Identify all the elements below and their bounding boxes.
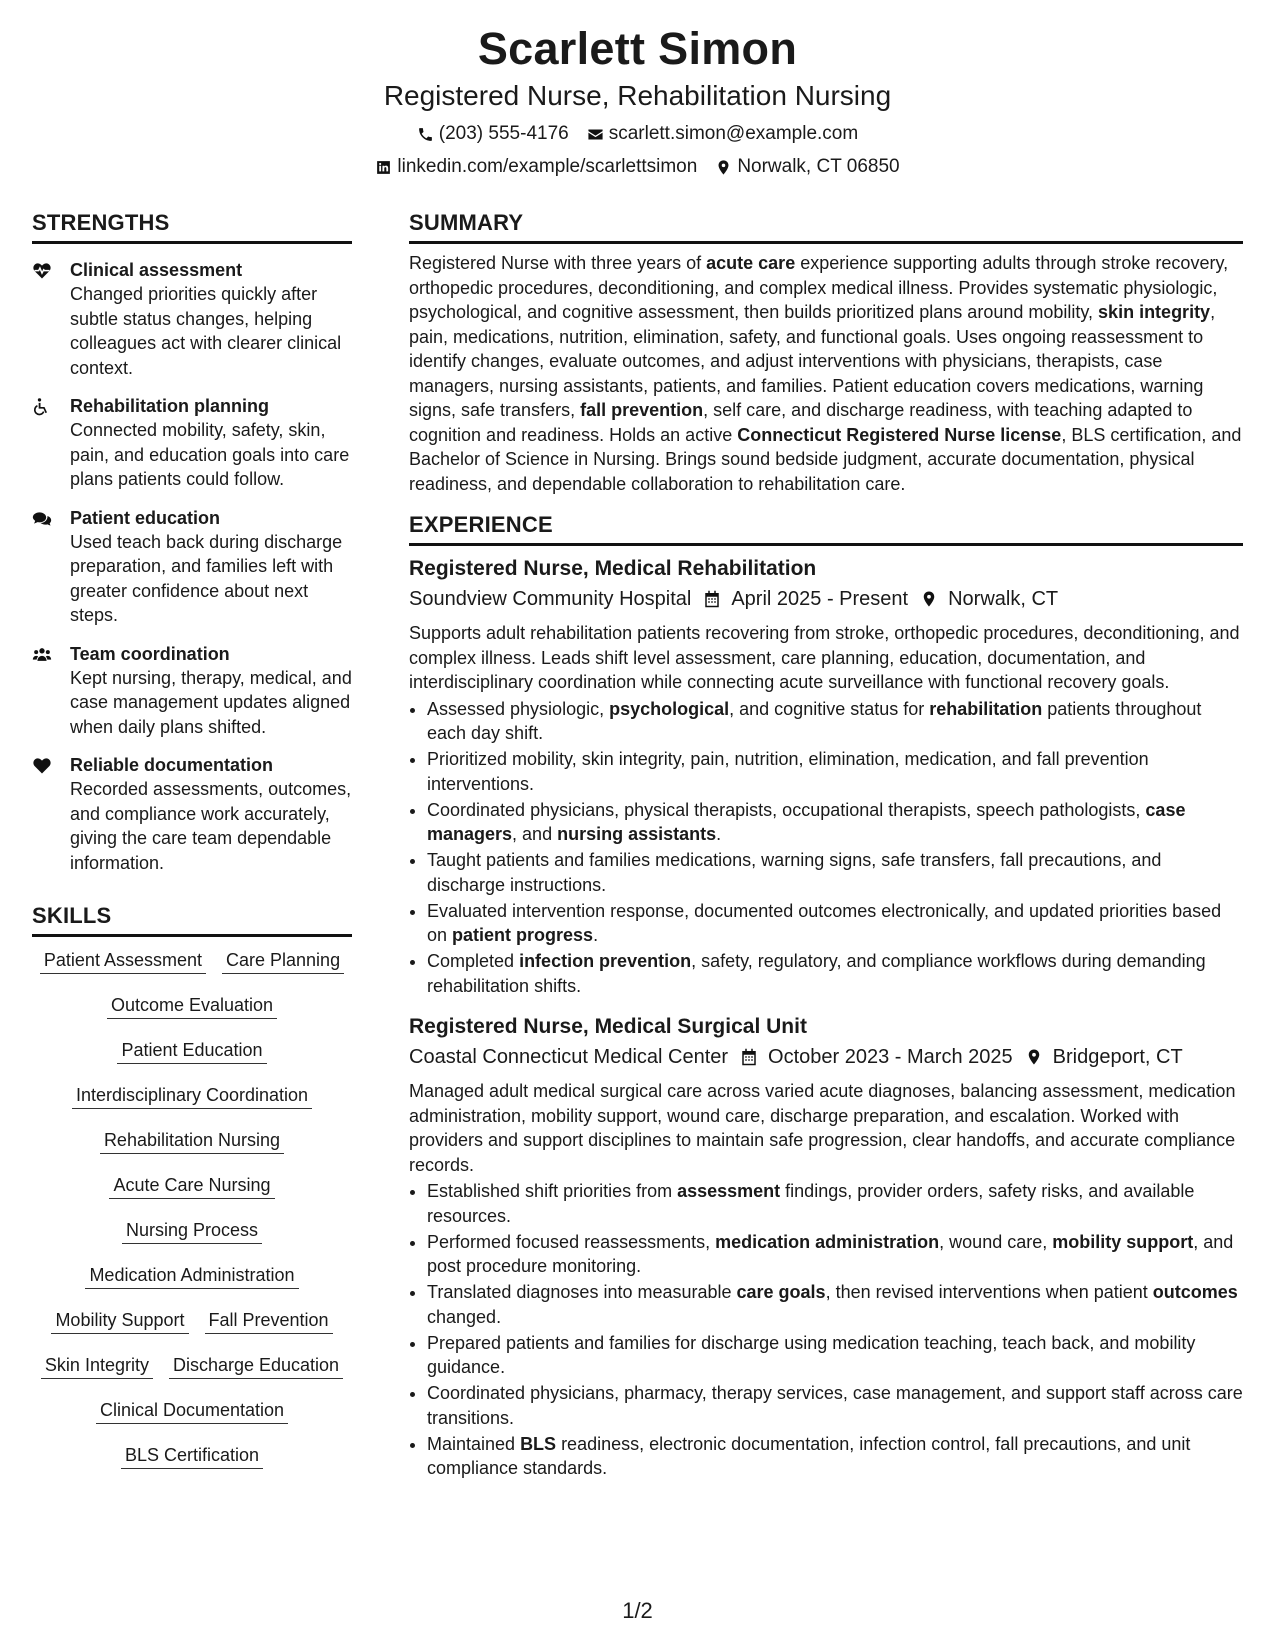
text-segment: , wound care, [939, 1231, 1053, 1252]
bold-text: care goals [736, 1282, 826, 1302]
text-segment: , safety, regulatory, and compliance workflows during demanding rehabilitation shifts. [427, 951, 1206, 996]
skill-row [32, 1219, 352, 1244]
skill-row [32, 1039, 352, 1064]
bold-text: case managers [427, 799, 1186, 844]
text-segment: , BLS certification, and Bachelor of Science in Nursing. Brings sound bedside judgment, accurate documentation, physical readiness, and dependable collaboration to rehabilitation care. [409, 424, 1242, 494]
linkedin-icon [375, 159, 392, 176]
skill-row [32, 949, 352, 974]
text-segment: Coordinated physicians, pharmacy, therapy services, case management, and support staff across care transitions. [427, 1383, 1243, 1428]
strength-desc: Recorded assessments, outcomes, and compliance work accurately, giving the care team dependable information. [70, 779, 352, 873]
job-employer: Soundview Community Hospital [409, 588, 692, 610]
strength-title: Reliable documentation [70, 755, 274, 775]
text-segment: findings, provider orders, safety risks, and available resources. [427, 1181, 1195, 1226]
skill-tag: Nursing Process [122, 1219, 262, 1244]
summary-heading: SUMMARY [409, 208, 1243, 244]
job-bullet [427, 949, 1243, 998]
email-item[interactable] [587, 122, 858, 146]
text-segment: Registered Nurse with three years of [409, 253, 707, 273]
skill-tag: Mobility Support [51, 1309, 188, 1334]
skill-row [32, 994, 352, 1019]
strength-desc: Connected mobility, safety, skin, pain, and education goals into care plans patients could follow. [70, 420, 350, 489]
strength-desc: Kept nursing, therapy, medical, and case management updates aligned when daily plans shifted. [70, 667, 352, 737]
job-title: Registered Nurse, Medical Surgical Unit [409, 1015, 807, 1038]
text-segment: Performed focused reassessments, [427, 1231, 716, 1252]
job-entry [409, 554, 1243, 998]
job-bullet [427, 1230, 1243, 1279]
job-bullet [427, 798, 1243, 847]
skill-row [32, 1129, 352, 1154]
skill-tag: Care Planning [222, 949, 344, 974]
bold-text: patient progress [452, 925, 594, 945]
bold-text: outcomes [1152, 1282, 1238, 1302]
candidate-title: Registered Nurse, Rehabilitation Nursing [383, 80, 892, 111]
strength-item [32, 394, 352, 492]
comments-icon [32, 509, 52, 529]
wheelchair-icon [32, 397, 52, 417]
skill-tag: Interdisciplinary Coordination [72, 1084, 312, 1109]
skill-row [32, 1174, 352, 1199]
text-segment: , and post procedure monitoring. [427, 1231, 1234, 1276]
job-dates: October 2023 - March 2025 [768, 1046, 1013, 1068]
experience-heading: EXPERIENCE [409, 510, 1243, 546]
text-segment: readiness, electronic documentation, infection control, fall precautions, and unit compliance standards. [427, 1433, 1191, 1478]
map-marker-icon [1025, 1048, 1043, 1066]
heart-pulse-icon [32, 261, 52, 281]
job-description: Supports adult rehabilitation patients recovering from stroke, orthopedic procedures, deconditioning, and complex illness. Leads shift level assessment, care planning, education, documentation, and interdisciplinary coordination while connecting acute surveillance with functional recovery goals. [409, 623, 1240, 692]
strength-title: Rehabilitation planning [70, 396, 269, 416]
skill-tag: BLS Certification [121, 1444, 263, 1469]
text-segment: , self care, and discharge readiness, with teaching adapted to cognition and readiness. Holds an active [409, 400, 1193, 445]
linkedin-item[interactable] [375, 155, 697, 179]
skill-tag: Acute Care Nursing [109, 1174, 274, 1199]
bold-text: fall prevention [580, 400, 704, 420]
job-meta [409, 585, 1243, 613]
text-segment: , and cognitive status for [729, 698, 930, 719]
job-bullet [427, 1381, 1243, 1430]
text-segment: Coordinated physicians, physical therapists, occupational therapists, speech pathologists, [427, 799, 1146, 820]
strength-title: Clinical assessment [70, 260, 243, 280]
text-segment: Established shift priorities from [427, 1181, 678, 1201]
candidate-name: Scarlett Simon [477, 23, 798, 74]
text-segment: Maintained [427, 1433, 521, 1454]
skill-row [32, 1084, 352, 1109]
skill-tag: Fall Prevention [205, 1309, 333, 1334]
text-segment: Evaluated intervention response, documented outcomes electronically, and updated priorities based on [427, 900, 1222, 945]
page-number: 1/2 [622, 1598, 653, 1623]
skill-row [32, 1354, 352, 1379]
text-segment: Taught patients and families medications, warning signs, safe transfers, fall precautions, and discharge instructions. [427, 850, 1162, 895]
bold-text: rehabilitation [929, 698, 1043, 719]
text-segment: experience supporting adults through stroke recovery, orthopedic procedures, deconditioning, and complex medical illness. Provides systematic physiologic, psychological, and cognitive assessment, then builds prioritized plans around mobility, [409, 253, 1229, 322]
text-segment: . [593, 925, 599, 945]
contact-row-2 [0, 155, 1275, 179]
strength-desc: Used teach back during discharge preparation, and families left with greater confidence about next steps. [70, 531, 343, 625]
phone-text: (203) 555-4176 [438, 123, 569, 144]
skill-tag: Patient Education [117, 1039, 266, 1064]
skills-heading: SKILLS [32, 901, 352, 937]
linkedin-link[interactable]: linkedin.com/example/scarlettsimon [397, 156, 698, 177]
bold-text: medication administration [715, 1231, 940, 1252]
strength-title: Patient education [70, 507, 221, 528]
right-column [409, 208, 1243, 1482]
skill-row [32, 1264, 352, 1289]
summary-text [409, 251, 1243, 496]
strength-desc: Changed priorities quickly after subtle status changes, helping colleagues act with clearer clinical context. [70, 284, 342, 378]
map-marker-icon [920, 590, 938, 608]
strength-item [32, 642, 352, 740]
bold-text: nursing assistants [557, 824, 717, 844]
text-segment: Prioritized mobility, skin integrity, pain, nutrition, elimination, medication, and fall prevention interventions. [427, 749, 1149, 794]
job-title: Registered Nurse, Medical Rehabilitation [409, 557, 817, 580]
job-dates: April 2025 - Present [731, 588, 909, 610]
text-segment: patients throughout each day shift. [427, 698, 1202, 743]
bold-text: BLS [520, 1433, 557, 1454]
job-location: Norwalk, CT [948, 588, 1059, 610]
skill-tag: Discharge Education [169, 1354, 343, 1379]
skill-row [32, 1309, 352, 1334]
phone-item [417, 122, 569, 146]
job-bullet [427, 1432, 1243, 1481]
skill-tag: Outcome Evaluation [107, 994, 277, 1019]
bold-text: acute care [706, 253, 796, 273]
text-segment: , and [512, 824, 558, 844]
location-item [715, 155, 899, 179]
heart-icon [32, 756, 52, 776]
skill-tag: Medication Administration [85, 1264, 298, 1289]
job-bullet [427, 1331, 1243, 1380]
text-segment: , then revised interventions when patient [825, 1282, 1153, 1302]
job-bullet [427, 1280, 1243, 1329]
bold-text: infection prevention [519, 951, 692, 971]
users-icon [32, 645, 52, 665]
bold-text: psychological [609, 698, 730, 719]
job-location: Bridgeport, CT [1052, 1046, 1183, 1068]
strength-title: Team coordination [70, 643, 230, 664]
left-column [32, 208, 352, 1489]
text-segment: Prepared patients and families for discharge using medication teaching, teach back, and mobility guidance. [427, 1332, 1196, 1377]
phone-icon [417, 126, 434, 143]
skill-tag: Skin Integrity [41, 1354, 153, 1379]
job-description: Managed adult medical surgical care across varied acute diagnoses, balancing assessment, medication administration, mobility support, wound care, discharge preparation, and escalation. Worked with providers and support disciplines to maintain safe progression, clear handoffs, and accurate compliance records. [409, 1081, 1236, 1175]
text-segment: Assessed physiologic, [427, 698, 610, 719]
location-text: Norwalk, CT 06850 [737, 156, 900, 177]
job-employer: Coastal Connecticut Medical Center [409, 1046, 729, 1068]
job-bullet [427, 1179, 1243, 1228]
skill-row [32, 1444, 352, 1469]
bold-text: Connecticut Registered Nurse license [737, 424, 1062, 445]
calendar-icon [703, 590, 721, 608]
bold-text: assessment [677, 1181, 781, 1201]
bold-text: skin integrity [1098, 302, 1211, 322]
job-bullets [409, 697, 1243, 999]
skill-tag: Rehabilitation Nursing [100, 1129, 284, 1154]
job-entry [409, 1012, 1243, 1481]
text-segment: Translated diagnoses into measurable [427, 1282, 737, 1302]
job-bullets [409, 1179, 1243, 1481]
skills-list [32, 949, 352, 1469]
text-segment: changed. [427, 1306, 502, 1327]
text-segment: , pain, medications, nutrition, elimination, safety, and functional goals. Uses ongoing reassessment to identify changes, evaluate outcomes, and adjust interventions with physicians, therapists, case managers, nursing assistants, patients, and families. Patient education covers medications, warning signs, safe transfers, [409, 302, 1216, 420]
job-bullet [427, 848, 1243, 897]
text-segment: Completed [427, 951, 520, 971]
bold-text: mobility support [1052, 1231, 1194, 1252]
text-segment: . [716, 824, 722, 844]
strength-item [32, 258, 352, 380]
resume-header [0, 0, 1275, 179]
strengths-heading: STRENGTHS [32, 208, 352, 244]
strength-item [32, 506, 352, 628]
email-link[interactable]: scarlett.simon@example.com [608, 123, 859, 144]
job-bullet [427, 697, 1243, 746]
skill-tag: Clinical Documentation [96, 1399, 288, 1424]
job-meta [409, 1043, 1243, 1071]
job-bullet [427, 747, 1243, 796]
job-bullet [427, 899, 1243, 948]
skill-tag: Patient Assessment [40, 949, 206, 974]
envelope-icon [587, 126, 604, 143]
calendar-icon [740, 1048, 758, 1066]
contact-row-1 [0, 122, 1275, 146]
skill-row [32, 1399, 352, 1424]
strength-item [32, 753, 352, 875]
map-marker-icon [715, 159, 732, 176]
